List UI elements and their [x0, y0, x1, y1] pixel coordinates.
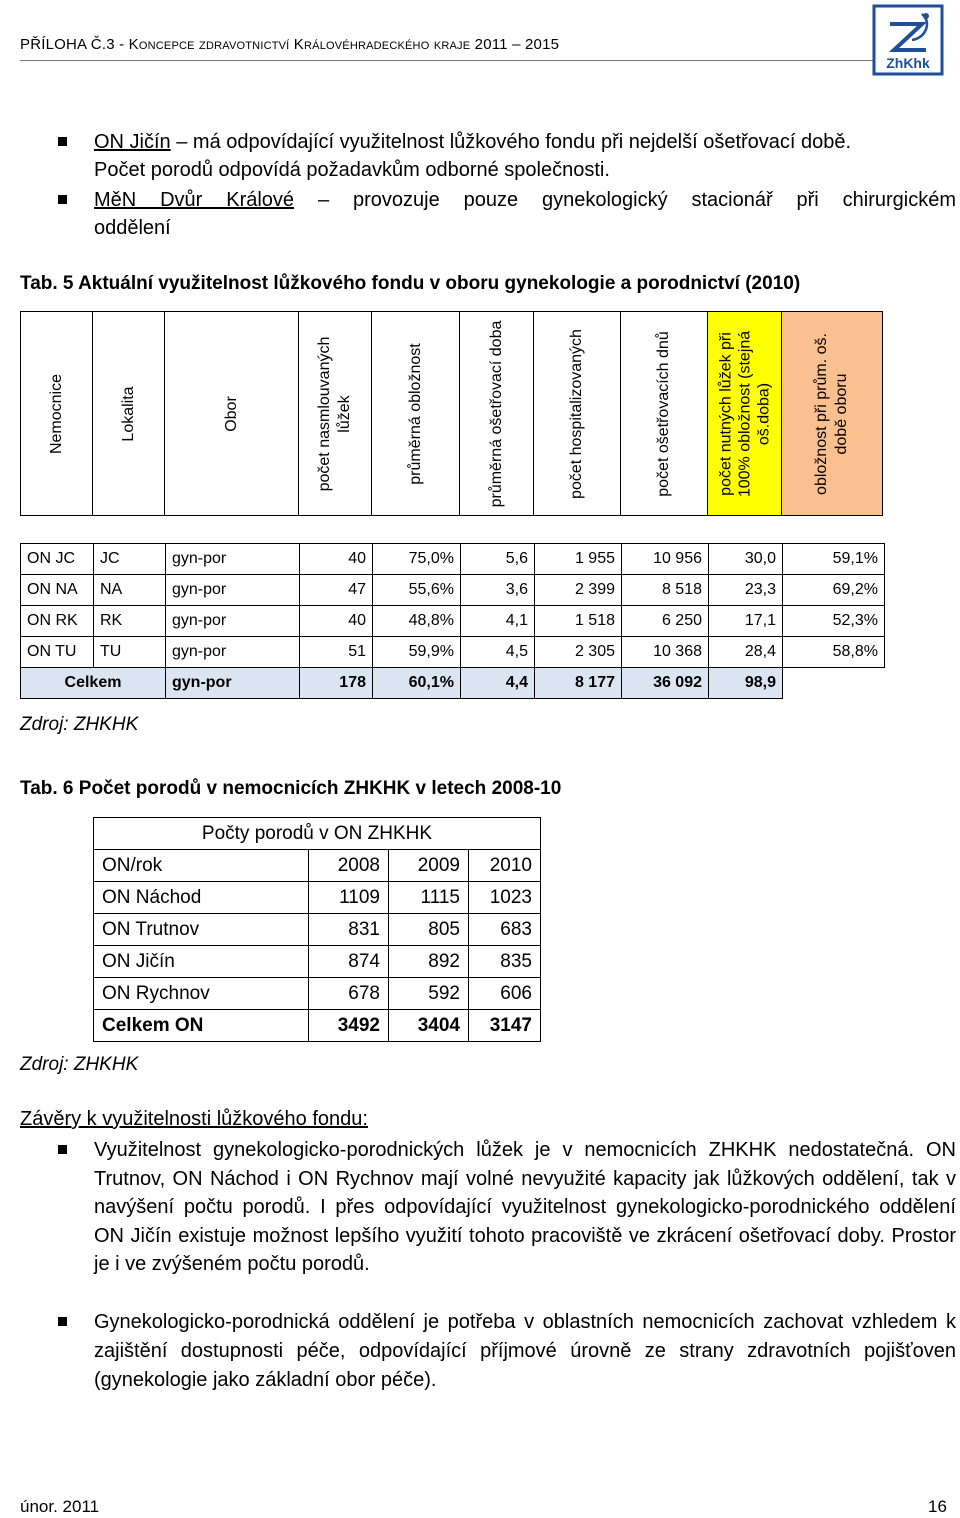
table-row: ON Trutnov 831 805 683	[94, 914, 541, 946]
table-total-row: Celkem gyn-por 178 60,1% 4,4 8 177 36 092 98,9	[21, 668, 885, 699]
bullet-square-icon	[58, 1145, 67, 1154]
bullet-square-icon	[58, 1317, 67, 1326]
conclusion-bullet-1: Využitelnost gynekologicko-porodnických lůžek je v nemocnicích ZHKHK nedostatečná. ON Trutnov, ON Náchod i ON Rychnov mají volné nevyužité kapacity jak lůžkových oddělení, tak v navýšení počtu porodů. I přes odpovídající využitelnost gynekologicko-porodnického oddělení ON Jičín existuje možnost lepšího využití tohoto pracoviště ve zkrácení ošetřovací doby. Prostor je i ve zvýšeném počtu porodů.	[20, 1136, 956, 1310]
table-row: ON NA NA gyn-por 47 55,6% 3,6 2 399 8 518 23,3 69,2%	[21, 575, 885, 606]
tab5-header-hospitalizovani: počet hospitalizovaných	[533, 311, 621, 516]
table-row: ON Náchod 1109 1115 1023	[94, 882, 541, 914]
zhkhk-logo	[872, 4, 944, 76]
tab5-table	[20, 543, 885, 699]
tab6-source: Zdroj: ZHKHK	[20, 1054, 139, 1075]
tab5-header-nutna-luzka: počet nutných lůžek při 100% obložnost (stejná oš.doba)	[707, 311, 782, 516]
table-row: ON TU TU gyn-por 51 59,9% 4,5 2 305 10 368 28,4 58,8%	[21, 637, 885, 668]
tab5-source: Zdroj: ZHKHK	[20, 714, 139, 735]
intro-bullet-dvur: MěN Dvůr Králové – provozuje pouze gynekologický stacionář při chirurgickém oddělení	[20, 186, 956, 246]
tab6-title: Počty porodů v ON ZHKHK	[94, 818, 541, 850]
table-row: ON Jičín 874 892 835	[94, 946, 541, 978]
intro-bullet-jicin: ON Jičín – má odpovídající využitelnost lůžkového fondu při nejdelší ošetřovací době. Počet porodů odpovídá požadavkům odborné společnosti.	[20, 128, 956, 188]
bullet-square-icon	[58, 195, 67, 204]
tab5-header-nemocnice: Nemocnice	[20, 311, 93, 516]
table-row: ON Rychnov 678 592 606	[94, 978, 541, 1010]
tab5-header-oblozenost: průměrná obložnost	[371, 311, 460, 516]
tab5-header-luzka: počet nasmlouvaných lůžek	[298, 311, 372, 516]
tab6-caption: Tab. 6 Počet porodů v nemocnicích ZHKHK v letech 2008-10	[20, 778, 562, 799]
table-row: ON RK RK gyn-por 40 48,8% 4,1 1 518 6 250 17,1 52,3%	[21, 606, 885, 637]
header-divider	[20, 60, 940, 61]
table-total-row: Celkem ON 3492 3404 3147	[94, 1010, 541, 1042]
tab5-caption: Tab. 5 Aktuální využitelnost lůžkového fondu v oboru gynekologie a porodnictví (2010)	[20, 273, 801, 294]
logo-text: ZhKhk	[886, 55, 930, 71]
bullet-link-jicin: ON Jičín	[94, 131, 171, 153]
footer-page-number: 16	[928, 1497, 947, 1516]
header-main: Koncepce zdravotnictví Královéhradeckého kraje 2011 – 2015	[128, 36, 560, 53]
table-row: ON JC JC gyn-por 40 75,0% 5,6 1 955 10 956 30,0 59,1%	[21, 544, 885, 575]
bullet-square-icon	[58, 137, 67, 146]
tab5-header-dny: počet ošetřovacích dnů	[620, 311, 708, 516]
tab5-header-oblozenost-prum: obložnost při prům. oš. době oboru	[781, 311, 883, 516]
tab5-header-lokalita: Lokalita	[92, 311, 165, 516]
page-header-title	[20, 36, 559, 53]
tab5-header-doba: průměrná ošetřovací doba	[459, 311, 534, 516]
tab6-table	[93, 817, 541, 1042]
conclusion-bullet-2: Gynekologicko-porodnická oddělení je potřeba v oblastních nemocnicích zachovat vzhledem k zajištění dostupnosti péče, odpovídající příjmové úrovně ze strany zdravotních pojišťoven (gynekologie jako základní obor péče).	[20, 1308, 956, 1398]
table-row: ON/rok 2008 2009 2010	[94, 850, 541, 882]
header-prefix: PŘÍLOHA Č.3 -	[20, 36, 129, 53]
tab5-header-obor: Obor	[164, 311, 299, 516]
footer-date: únor. 2011	[20, 1497, 100, 1516]
conclusions-heading: Závěry k využitelnosti lůžkového fondu:	[20, 1108, 368, 1130]
